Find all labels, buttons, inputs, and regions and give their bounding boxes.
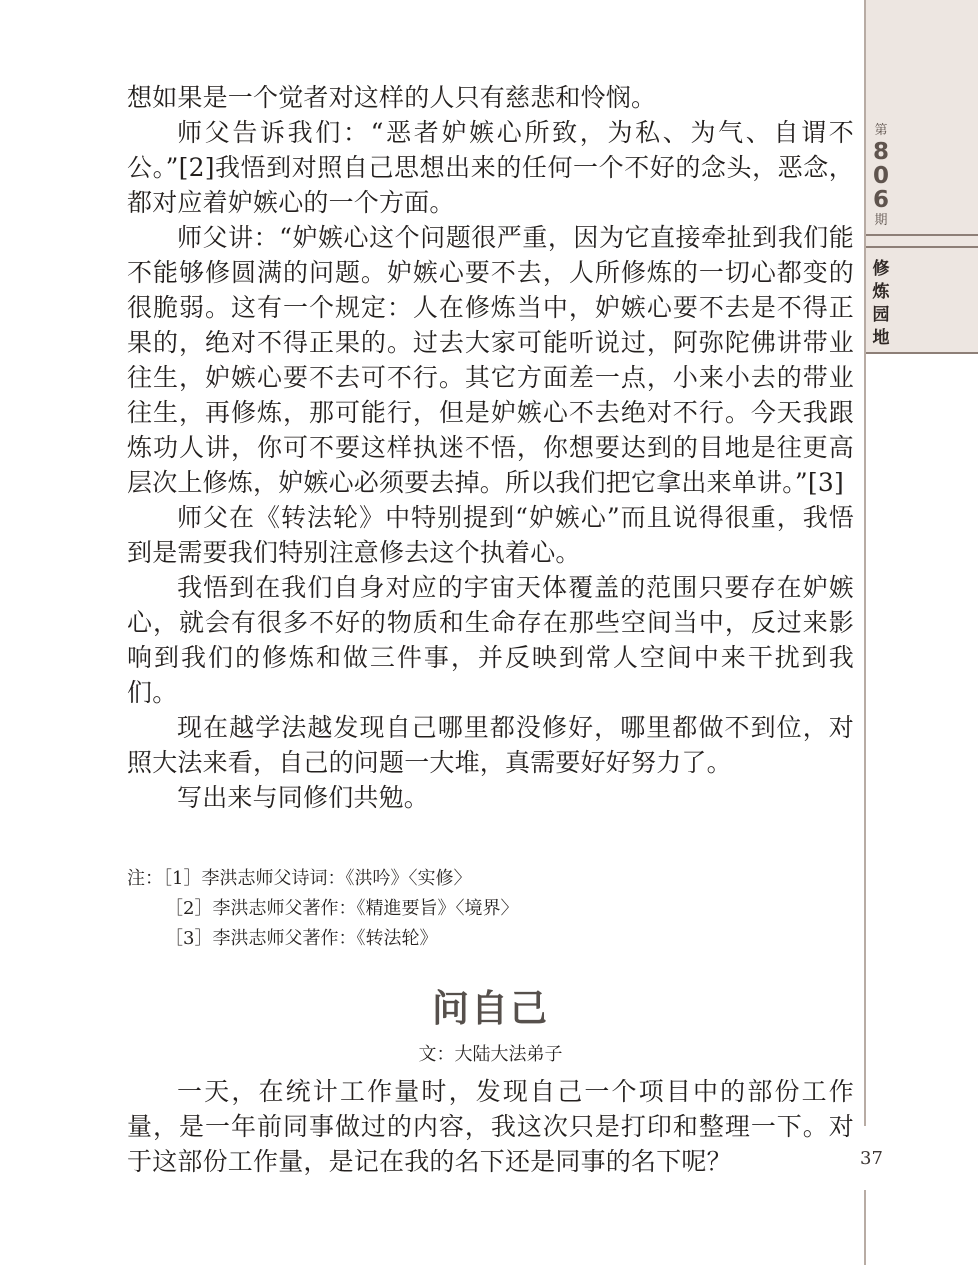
panel-bottom-rule [866, 352, 978, 354]
issue-suffix: 期 [874, 213, 888, 228]
paragraph: 一天，在统计工作量时，发现自己一个项目中的部份工作量，是一年前同事做过的内容，我这次只是打印和整理一下。对于这部份工作量，是记在我的名下还是同事的名下呢？ [127, 1077, 854, 1176]
paragraph: 师父讲：“妒嫉心这个问题很严重，因为它直接牵扯到我们能不能够修圆满的问题。妒嫉心要不去，人所修炼的一切心都变的很脆弱。这有一个规定：人在修炼当中，妒嫉心要不去是不得正果的，绝对不得正果的。过去大家可能听说过，阿弥陀佛讲带业往生，妒嫉心要不去可不行。其它方面差一点，小来小去的带业往生，再修炼，那可能行，但是妒嫉心不去绝对不行。今天我跟炼功人讲，你可不要这样执迷不悟，你想要达到的目地是往更高层次上修炼，妒嫉心必须要去掉。所以我们把它拿出来单讲。”[3] [127, 223, 854, 497]
section-char: 地 [872, 328, 890, 348]
article-byline: 文：大陆大法弟子 [418, 1044, 563, 1065]
article-title: 问自己 [432, 987, 549, 1030]
issue-number [866, 122, 896, 230]
section-char: 园 [872, 305, 890, 325]
article-body [127, 1074, 854, 1179]
article-text [127, 80, 854, 815]
issue-prefix: 第 [874, 123, 888, 138]
page-number: 37 [860, 1148, 883, 1169]
footnote: ［3］李洪志师父著作：《转法轮》 [165, 928, 438, 949]
paragraph: 师父在《转法轮》中特别提到“妒嫉心”而且说得很重，我悟到是需要我们特别注意修去这个执着心。 [127, 503, 854, 567]
paragraph: 现在越学法越发现自己哪里都没修好，哪里都做不到位，对照大法来看，自己的问题一大堆，真需要好好努力了。 [127, 713, 854, 777]
footnotes [127, 864, 518, 954]
section-label [866, 258, 896, 350]
paragraph: 我悟到在我们自身对应的宇宙天体覆盖的范围只要存在妒嫉心，就会有很多不好的物质和生命存在那些空间当中，反过来影响到我们的修炼和做三件事，并反映到常人空间中来干扰到我们。 [127, 573, 854, 707]
section-separator [866, 234, 978, 248]
footnote: 注：［1］李洪志师父诗词：《洪吟》〈实修〉 [127, 868, 472, 889]
issue-digit: 0 [872, 163, 889, 189]
issue-digit: 8 [872, 139, 889, 165]
section-char: 炼 [872, 282, 890, 302]
paragraph: 师父告诉我们：“恶者妒嫉心所致，为私、为气、自谓不公。”[2]我悟到对照自己思想出来的任何一个不好的念头，恶念，都对应着妒嫉心的一个方面。 [127, 118, 854, 217]
section-char: 修 [872, 259, 890, 279]
footnote: ［2］李洪志师父著作：《精進要旨》〈境界〉 [165, 898, 519, 919]
issue-digit: 6 [872, 187, 889, 213]
paragraph: 想如果是一个觉者对这样的人只有慈悲和怜悯。 [127, 83, 657, 112]
paragraph: 写出来与同修们共勉。 [177, 783, 430, 812]
